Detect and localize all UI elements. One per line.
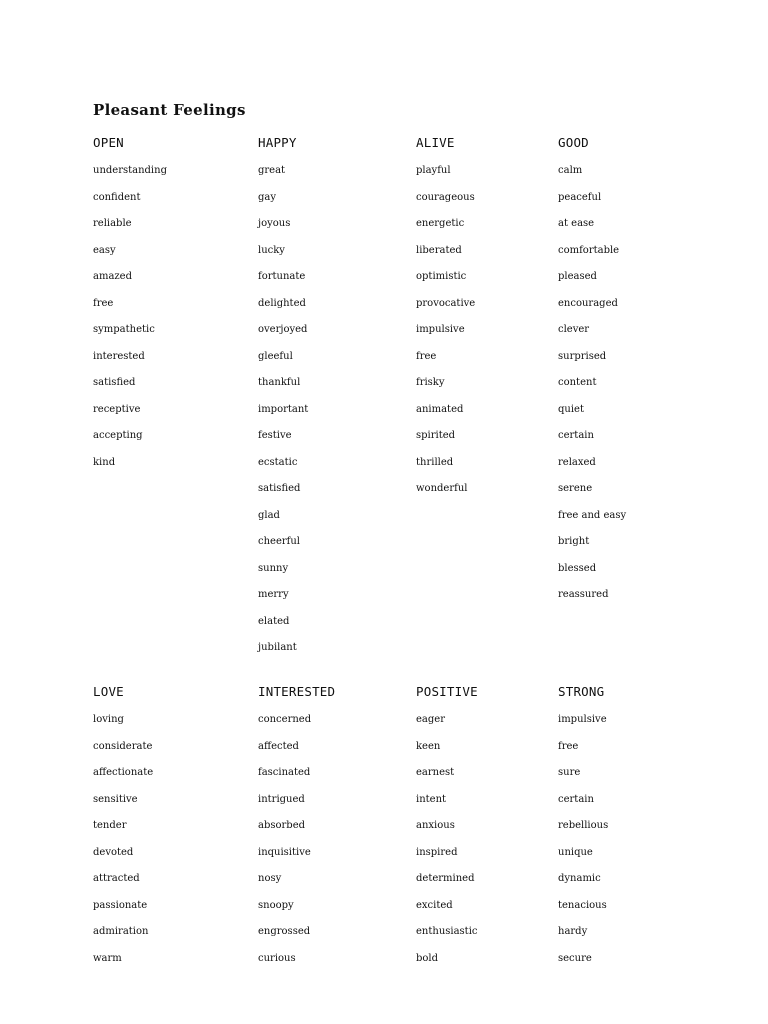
feeling-word: comfortable [558, 244, 620, 256]
feeling-word: devoted [93, 846, 134, 858]
feeling-word: affected [258, 740, 299, 752]
feeling-word: overjoyed [258, 324, 308, 335]
feeling-word: warm [93, 952, 122, 964]
feeling-word: fortunate [258, 271, 306, 282]
feeling-word: jubilant [258, 642, 297, 653]
feeling-word: free [93, 297, 114, 309]
feeling-word: wonderful [416, 483, 468, 494]
feeling-word: interested [93, 350, 145, 362]
feeling-word: quiet [558, 403, 584, 415]
feeling-word: understanding [93, 165, 167, 176]
feeling-word: passionate [93, 899, 148, 911]
feeling-word: sure [558, 767, 581, 778]
feeling-word: absorbed [258, 820, 306, 831]
feeling-word: anxious [416, 820, 455, 831]
feeling-word: determined [416, 873, 475, 884]
feeling-word: pleased [558, 271, 597, 282]
feeling-word: courageous [416, 191, 475, 203]
feeling-word: peaceful [558, 191, 602, 203]
feeling-word: satisfied [93, 377, 136, 388]
feeling-word: elated [258, 615, 290, 627]
feeling-word: lucky [258, 244, 285, 256]
feeling-word: reliable [93, 218, 132, 229]
feeling-word: delighted [258, 297, 306, 309]
feeling-word: curious [258, 952, 296, 964]
column-heading: HAPPY [258, 135, 297, 150]
feeling-word: free [416, 350, 437, 362]
feeling-word: glad [258, 509, 280, 521]
feeling-word: rebellious [558, 820, 609, 831]
feeling-word: easy [93, 244, 116, 256]
feeling-word: spirited [416, 430, 456, 441]
feeling-word: joyous [258, 218, 291, 229]
feeling-word: thankful [258, 377, 301, 388]
column-heading: POSITIVE [416, 684, 478, 699]
feeling-word: energetic [416, 218, 465, 229]
feeling-word: fascinated [258, 767, 311, 778]
feeling-word: nosy [258, 873, 282, 884]
feeling-word: tender [93, 820, 127, 831]
feeling-word: festive [258, 430, 292, 441]
feeling-word: tenacious [558, 899, 607, 911]
feeling-word: serene [558, 483, 593, 494]
feeling-word: inquisitive [258, 846, 311, 858]
feeling-word: eager [416, 714, 445, 725]
feeling-word: certain [558, 793, 594, 805]
feeling-word: intrigued [258, 793, 305, 805]
column-heading: INTERESTED [258, 684, 336, 699]
feeling-word: sunny [258, 562, 289, 574]
feeling-word: reassured [558, 589, 609, 600]
feeling-word: thrilled [416, 456, 454, 468]
feeling-word: clever [558, 324, 590, 335]
feeling-word: snoopy [258, 899, 294, 911]
feeling-word: dynamic [558, 873, 601, 884]
feeling-word: certain [558, 430, 594, 441]
feeling-word: excited [416, 899, 453, 911]
feeling-word: frisky [416, 377, 445, 388]
feeling-word: content [558, 377, 597, 388]
feeling-word: at ease [558, 218, 595, 229]
feeling-word: secure [558, 952, 592, 964]
feeling-word: accepting [93, 430, 143, 441]
feeling-word: encouraged [558, 297, 618, 309]
feeling-word: keen [416, 740, 441, 752]
column-heading: OPEN [93, 135, 124, 150]
feeling-word: cheerful [258, 536, 300, 547]
feeling-word: considerate [93, 740, 153, 752]
feeling-word: kind [93, 456, 116, 468]
feeling-word: intent [416, 793, 447, 805]
feeling-word: loving [93, 714, 124, 725]
feeling-word: free [558, 740, 579, 752]
feeling-word: bright [558, 536, 590, 547]
feeling-word: sensitive [93, 793, 138, 805]
column-heading: STRONG [558, 684, 605, 699]
feeling-word: playful [416, 165, 451, 176]
feeling-word: satisfied [258, 483, 301, 494]
feeling-word: admiration [93, 926, 149, 937]
feeling-word: animated [416, 403, 464, 415]
feeling-word: great [258, 165, 286, 176]
feeling-word: ecstatic [258, 456, 298, 468]
feeling-word: merry [258, 589, 289, 600]
feeling-word: calm [558, 165, 583, 176]
feeling-word: confident [93, 191, 141, 203]
feeling-word: inspired [416, 846, 458, 858]
feeling-word: free and easy [558, 509, 627, 521]
feeling-word: engrossed [258, 926, 311, 937]
feeling-word: gay [258, 191, 277, 203]
feeling-word: provocative [416, 297, 476, 309]
feeling-word: bold [416, 952, 439, 964]
feeling-word: affectionate [93, 767, 154, 778]
page-title: Pleasant Feelings [93, 101, 246, 119]
feeling-word: enthusiastic [416, 926, 478, 937]
feeling-word: earnest [416, 767, 455, 778]
feeling-word: blessed [558, 562, 597, 574]
column-heading: GOOD [558, 135, 589, 150]
column-heading: LOVE [93, 684, 124, 699]
feeling-word: receptive [93, 403, 141, 415]
column-heading: ALIVE [416, 135, 455, 150]
feeling-word: surprised [558, 350, 607, 362]
feeling-word: hardy [558, 926, 588, 937]
feeling-word: liberated [416, 244, 462, 256]
feeling-word: attracted [93, 873, 140, 884]
feeling-word: sympathetic [93, 324, 155, 335]
feeling-word: optimistic [416, 271, 467, 282]
feeling-word: relaxed [558, 456, 596, 468]
feeling-word: important [258, 403, 309, 415]
feeling-word: unique [558, 846, 593, 858]
feeling-word: impulsive [558, 714, 607, 725]
feeling-word: concerned [258, 714, 312, 725]
feeling-word: impulsive [416, 324, 465, 335]
feeling-word: amazed [93, 271, 132, 282]
feeling-word: gleeful [258, 350, 293, 362]
